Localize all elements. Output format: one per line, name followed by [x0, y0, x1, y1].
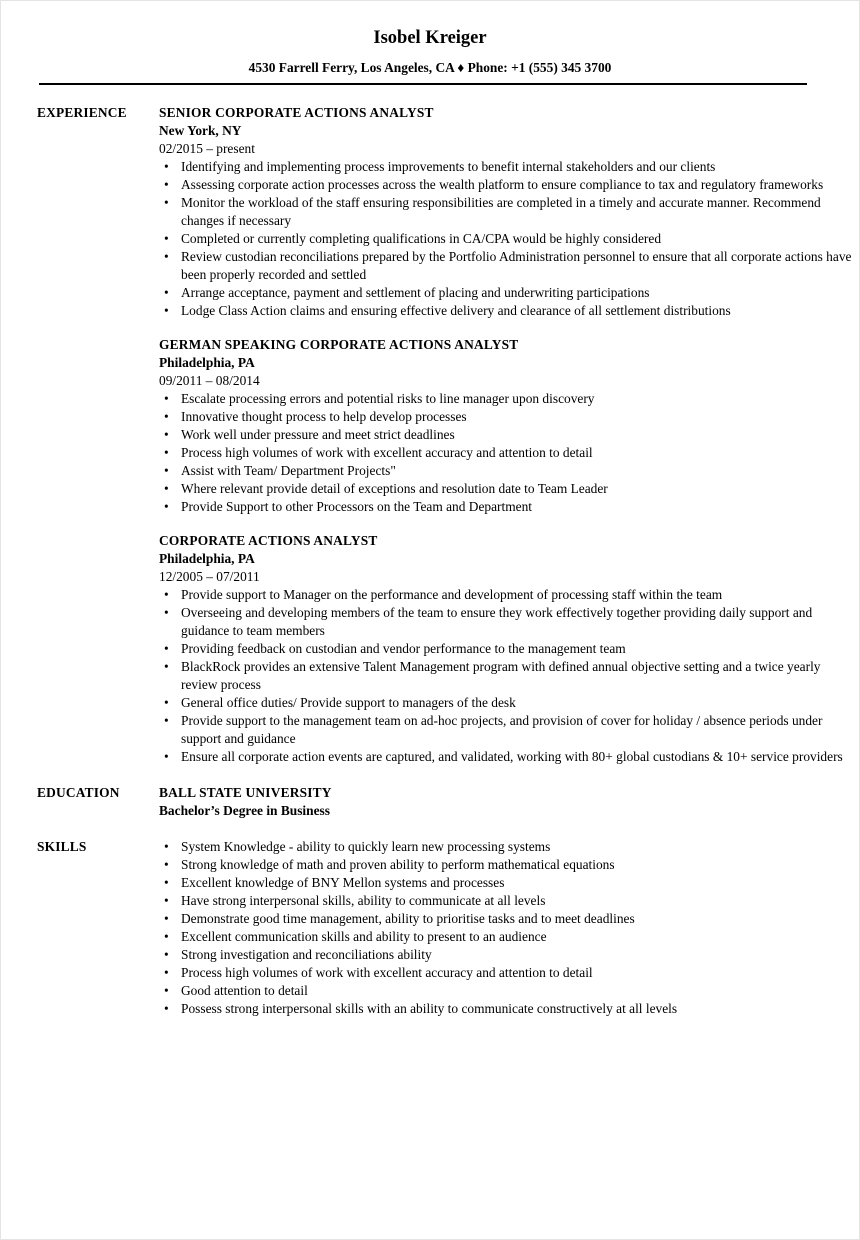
- candidate-name: Isobel Kreiger: [373, 28, 487, 48]
- bullet-item: • Assessing corporate action processes across the wealth platform to ensure compliance to tax and regulatory frameworks: [159, 176, 859, 194]
- resume-header: [1, 1, 859, 76]
- job-title: CORPORATE ACTIONS ANALYST: [159, 533, 378, 548]
- skill-item: • System Knowledge - ability to quickly learn new processing systems: [159, 838, 859, 856]
- experience-label: EXPERIENCE: [37, 105, 127, 120]
- job-dates: 12/2005 – 07/2011: [159, 569, 260, 584]
- skill-item: • Strong investigation and reconciliations ability: [159, 946, 859, 964]
- job-dates: 09/2011 – 08/2014: [159, 373, 260, 388]
- job-location: Philadelphia, PA: [159, 551, 255, 566]
- job-title: GERMAN SPEAKING CORPORATE ACTIONS ANALYST: [159, 337, 519, 352]
- degree: Bachelor’s Degree in Business: [159, 803, 330, 818]
- bullet-item: • Providing feedback on custodian and vendor performance to the management team: [159, 640, 859, 658]
- education-section: [37, 784, 859, 820]
- contact-line: 4530 Farrell Ferry, Los Angeles, CA ♦ Phone: +1 (555) 345 3700: [248, 60, 612, 75]
- bullet-item: • Provide Support to other Processors on the Team and Department: [159, 498, 859, 516]
- bullet-item: • Provide support to Manager on the performance and development of processing staff within the team: [159, 586, 859, 604]
- skills-body: [159, 838, 859, 1018]
- skill-item: • Have strong interpersonal skills, ability to communicate at all levels: [159, 892, 859, 910]
- job-entry: [159, 532, 859, 766]
- skill-item: • Strong knowledge of math and proven ability to perform mathematical equations: [159, 856, 859, 874]
- bullet-item: • Lodge Class Action claims and ensuring effective delivery and clearance of all settlement distributions: [159, 302, 859, 320]
- experience-body: [159, 104, 859, 766]
- bullet-item: • Where relevant provide detail of exceptions and resolution date to Team Leader: [159, 480, 859, 498]
- job-bullets: [159, 586, 859, 766]
- job-dates: 02/2015 – present: [159, 141, 255, 156]
- bullet-item: • Review custodian reconciliations prepared by the Portfolio Administration personnel to ensure that all corporate actions have been properly recorded and settled: [159, 248, 859, 284]
- job-title: SENIOR CORPORATE ACTIONS ANALYST: [159, 105, 434, 120]
- bullet-item: • Work well under pressure and meet strict deadlines: [159, 426, 859, 444]
- job-location: Philadelphia, PA: [159, 355, 255, 370]
- job-entry: [159, 104, 859, 320]
- job-bullets: [159, 158, 859, 320]
- job-entry: [159, 336, 859, 516]
- skill-item: • Excellent communication skills and ability to present to an audience: [159, 928, 859, 946]
- skills-list: [159, 838, 859, 1018]
- education-body: [159, 784, 859, 820]
- skill-item: • Process high volumes of work with excellent accuracy and attention to detail: [159, 964, 859, 982]
- education-label: EDUCATION: [37, 785, 120, 800]
- experience-section: [37, 104, 859, 766]
- skills-label: SKILLS: [37, 839, 87, 854]
- bullet-item: • Ensure all corporate action events are captured, and validated, working with 80+ global custodians & 10+ service providers: [159, 748, 859, 766]
- job-bullets: [159, 390, 859, 516]
- skills-section: [37, 838, 859, 1018]
- bullet-item: • Assist with Team/ Department Projects": [159, 462, 859, 480]
- bullet-item: • Innovative thought process to help develop processes: [159, 408, 859, 426]
- bullet-item: • BlackRock provides an extensive Talent Management program with defined annual objective setting and a twice yearly review process: [159, 658, 859, 694]
- school-name: BALL STATE UNIVERSITY: [159, 785, 332, 800]
- bullet-item: • Completed or currently completing qualifications in CA/CPA would be highly considered: [159, 230, 859, 248]
- bullet-item: • Identifying and implementing process improvements to benefit internal stakeholders and our clients: [159, 158, 859, 176]
- skill-item: • Good attention to detail: [159, 982, 859, 1000]
- bullet-item: • Process high volumes of work with excellent accuracy and attention to detail: [159, 444, 859, 462]
- bullet-item: • Escalate processing errors and potential risks to line manager upon discovery: [159, 390, 859, 408]
- bullet-item: • Overseeing and developing members of the team to ensure they work effectively together providing daily support and guidance to team members: [159, 604, 859, 640]
- bullet-item: • Provide support to the management team on ad-hoc projects, and provision of cover for holiday / absence periods under support and guidance: [159, 712, 859, 748]
- bullet-item: • Monitor the workload of the staff ensuring responsibilities are completed in a timely and accurate manner. Recommend changes if necessary: [159, 194, 859, 230]
- bullet-item: • Arrange acceptance, payment and settlement of placing and underwriting participations: [159, 284, 859, 302]
- bullet-item: • General office duties/ Provide support to managers of the desk: [159, 694, 859, 712]
- skill-item: • Excellent knowledge of BNY Mellon systems and processes: [159, 874, 859, 892]
- skill-item: • Possess strong interpersonal skills with an ability to communicate constructively at all levels: [159, 1000, 859, 1018]
- skill-item: • Demonstrate good time management, ability to prioritise tasks and to meet deadlines: [159, 910, 859, 928]
- header-divider: [39, 83, 807, 85]
- job-location: New York, NY: [159, 123, 242, 138]
